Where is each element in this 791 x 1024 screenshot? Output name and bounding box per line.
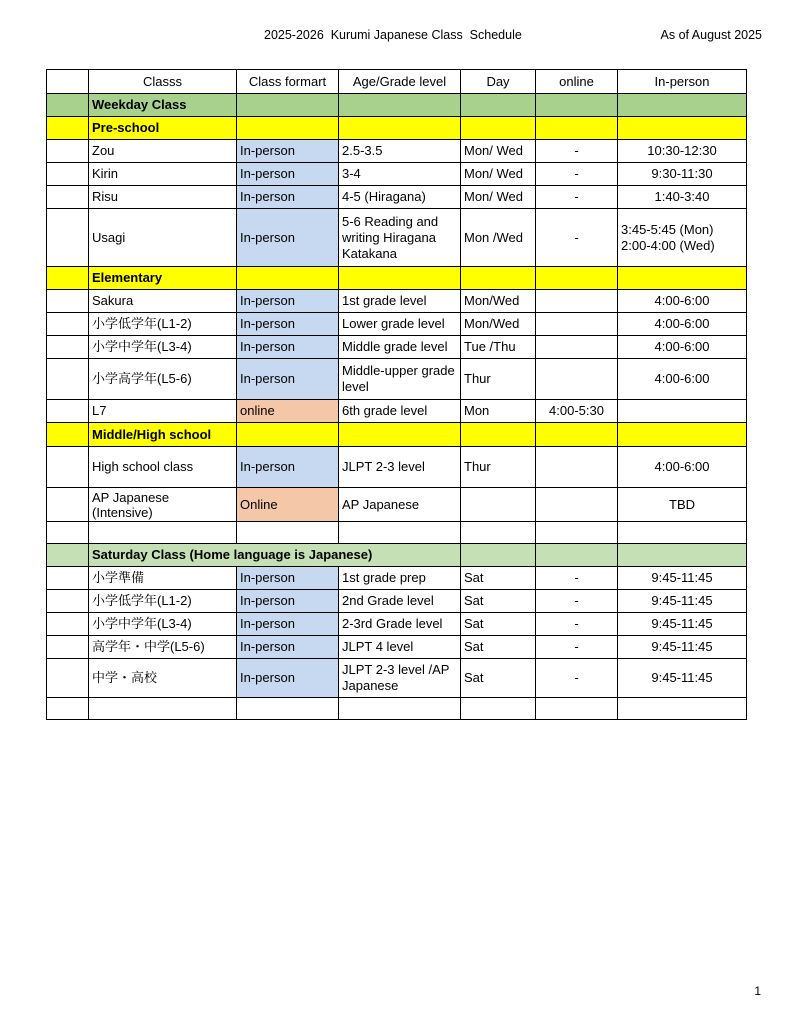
day <box>461 488 536 522</box>
column-header: Classs <box>89 70 237 94</box>
day: Mon/ Wed <box>461 140 536 163</box>
age-grade: Middle-upper grade level <box>339 359 461 400</box>
age-grade: JLPT 2-3 level <box>339 447 461 488</box>
section-label: Saturday Class (Home language is Japanese) <box>89 544 461 567</box>
in-person-time: 9:45-11:45 <box>618 613 747 636</box>
online-time: - <box>536 140 618 163</box>
section-row-elementary <box>47 267 747 290</box>
age-grade: JLPT 4 level <box>339 636 461 659</box>
age-grade: 2-3rd Grade level <box>339 613 461 636</box>
day: Mon/ Wed <box>461 163 536 186</box>
online-time <box>536 447 618 488</box>
empty-cell <box>47 70 89 94</box>
table-row <box>47 613 747 636</box>
age-grade: 6th grade level <box>339 400 461 423</box>
in-person-time: 9:30-11:30 <box>618 163 747 186</box>
class-name: 小学低学年(L1-2) <box>89 590 237 613</box>
online-time: - <box>536 590 618 613</box>
class-name: 小学中学年(L3-4) <box>89 613 237 636</box>
class-name: Risu <box>89 186 237 209</box>
age-grade: 1st grade prep <box>339 567 461 590</box>
class-name: Sakura <box>89 290 237 313</box>
in-person-time: 4:00-6:00 <box>618 336 747 359</box>
class-name: 小学高学年(L5-6) <box>89 359 237 400</box>
table-row <box>47 447 747 488</box>
in-person-time: 10:30-12:30 <box>618 140 747 163</box>
online-time: 4:00-5:30 <box>536 400 618 423</box>
document-title: 2025-2026 Kurumi Japanese Class Schedule <box>264 28 522 42</box>
empty-row <box>47 698 747 720</box>
section-label: Middle/High school <box>89 423 237 447</box>
class-name: AP Japanese (Intensive) <box>89 488 237 522</box>
section-row-weekday <box>47 94 747 117</box>
in-person-time: TBD <box>618 488 747 522</box>
day: Sat <box>461 590 536 613</box>
day: Sat <box>461 613 536 636</box>
empty-row <box>47 522 747 544</box>
age-grade: 3-4 <box>339 163 461 186</box>
column-header: Class formart <box>237 70 339 94</box>
online-time <box>536 336 618 359</box>
day: Mon /Wed <box>461 209 536 267</box>
age-grade: 5-6 Reading and writing Hiragana Katakana <box>339 209 461 267</box>
class-format: In-person <box>237 209 339 267</box>
online-time: - <box>536 186 618 209</box>
day: Thur <box>461 359 536 400</box>
in-person-time: 4:00-6:00 <box>618 359 747 400</box>
in-person-time: 3:45-5:45 (Mon) 2:00-4:00 (Wed) <box>618 209 747 267</box>
day: Mon/Wed <box>461 290 536 313</box>
class-format: In-person <box>237 613 339 636</box>
online-time: - <box>536 636 618 659</box>
age-grade: 1st grade level <box>339 290 461 313</box>
class-format: In-person <box>237 163 339 186</box>
online-time: - <box>536 209 618 267</box>
schedule-table <box>46 69 747 720</box>
in-person-time: 4:00-6:00 <box>618 290 747 313</box>
table-row <box>47 140 747 163</box>
in-person-time: 9:45-11:45 <box>618 567 747 590</box>
day: Sat <box>461 636 536 659</box>
online-time <box>536 488 618 522</box>
section-row-middle-high <box>47 423 747 447</box>
day: Mon/ Wed <box>461 186 536 209</box>
in-person-time: 9:45-11:45 <box>618 636 747 659</box>
age-grade: 2nd Grade level <box>339 590 461 613</box>
class-format: In-person <box>237 290 339 313</box>
class-format: In-person <box>237 590 339 613</box>
age-grade: Middle grade level <box>339 336 461 359</box>
table-row <box>47 636 747 659</box>
online-time <box>536 313 618 336</box>
class-format: In-person <box>237 140 339 163</box>
section-label: Elementary <box>89 267 237 290</box>
online-time <box>536 290 618 313</box>
section-label: Pre-school <box>89 117 237 140</box>
in-person-time <box>618 400 747 423</box>
class-name: 小学準備 <box>89 567 237 590</box>
table-header-row <box>47 70 747 94</box>
class-format: In-person <box>237 359 339 400</box>
in-person-time: 4:00-6:00 <box>618 447 747 488</box>
table-row <box>47 400 747 423</box>
table-row <box>47 336 747 359</box>
class-name: Kirin <box>89 163 237 186</box>
class-name: 小学中学年(L3-4) <box>89 336 237 359</box>
day: Mon/Wed <box>461 313 536 336</box>
in-person-time: 9:45-11:45 <box>618 590 747 613</box>
online-time: - <box>536 163 618 186</box>
online-time <box>536 359 618 400</box>
class-format: In-person <box>237 659 339 698</box>
in-person-time: 9:45-11:45 <box>618 659 747 698</box>
day: Tue /Thu <box>461 336 536 359</box>
table-row <box>47 209 747 267</box>
table-row <box>47 359 747 400</box>
column-header: online <box>536 70 618 94</box>
age-grade: JLPT 2-3 level /AP Japanese <box>339 659 461 698</box>
table-row <box>47 590 747 613</box>
section-row-preschool <box>47 117 747 140</box>
online-time: - <box>536 613 618 636</box>
table-row <box>47 313 747 336</box>
day: Mon <box>461 400 536 423</box>
column-header: In-person <box>618 70 747 94</box>
section-label: Weekday Class <box>89 94 237 117</box>
class-name: Zou <box>89 140 237 163</box>
class-format: In-person <box>237 313 339 336</box>
class-name: 小学低学年(L1-2) <box>89 313 237 336</box>
class-name: L7 <box>89 400 237 423</box>
table-row <box>47 163 747 186</box>
age-grade: Lower grade level <box>339 313 461 336</box>
column-header: Day <box>461 70 536 94</box>
table-row <box>47 488 747 522</box>
class-format: online <box>237 400 339 423</box>
class-format: In-person <box>237 447 339 488</box>
class-name: High school class <box>89 447 237 488</box>
in-person-time: 4:00-6:00 <box>618 313 747 336</box>
online-time: - <box>536 567 618 590</box>
day: Thur <box>461 447 536 488</box>
age-grade: 4-5 (Hiragana) <box>339 186 461 209</box>
table-row <box>47 567 747 590</box>
page-number: 1 <box>754 984 761 998</box>
age-grade: 2.5-3.5 <box>339 140 461 163</box>
class-format: Online <box>237 488 339 522</box>
class-name: Usagi <box>89 209 237 267</box>
class-format: In-person <box>237 186 339 209</box>
in-person-time: 1:40-3:40 <box>618 186 747 209</box>
age-grade: AP Japanese <box>339 488 461 522</box>
as-of-date: As of August 2025 <box>660 28 762 42</box>
class-format: In-person <box>237 567 339 590</box>
table-row <box>47 186 747 209</box>
day: Sat <box>461 659 536 698</box>
online-time: - <box>536 659 618 698</box>
class-format: In-person <box>237 636 339 659</box>
section-row-saturday <box>47 544 747 567</box>
column-header: Age/Grade level <box>339 70 461 94</box>
table-row <box>47 659 747 698</box>
table-row <box>47 290 747 313</box>
day: Sat <box>461 567 536 590</box>
class-name: 中学・高校 <box>89 659 237 698</box>
class-format: In-person <box>237 336 339 359</box>
class-name: 高学年・中学(L5-6) <box>89 636 237 659</box>
